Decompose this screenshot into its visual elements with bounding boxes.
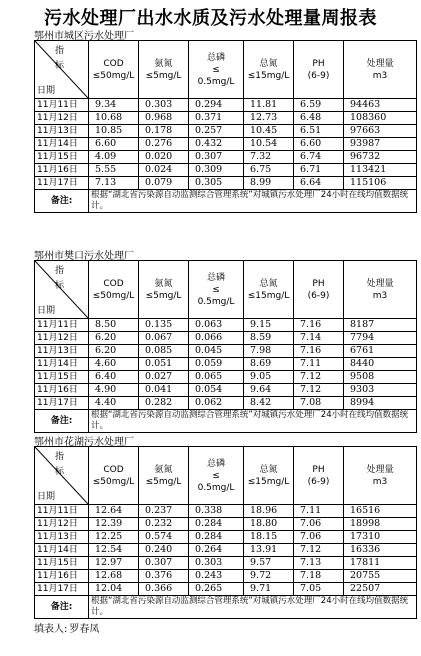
header-total-phosphorus: 总磷 ≤ 0.5mg/L bbox=[189, 261, 244, 319]
cell-tp: 0.294 bbox=[189, 99, 244, 112]
water-quality-table bbox=[34, 446, 417, 619]
header-row bbox=[35, 41, 417, 99]
form-filler bbox=[34, 620, 99, 635]
table-row bbox=[35, 112, 417, 125]
cell-tp: 0.066 bbox=[189, 332, 244, 345]
header-date-label: 日期 bbox=[37, 306, 56, 316]
cell-volume: 18998 bbox=[344, 518, 417, 531]
cell-tn: 7.32 bbox=[244, 151, 294, 164]
cell-ph: 7.12 bbox=[294, 384, 344, 397]
cell-tn: 18.96 bbox=[244, 505, 294, 518]
form-filler-name: 罗春凤 bbox=[69, 624, 100, 635]
header-total-nitrogen: 总氮 ≤15mg/L bbox=[244, 261, 294, 319]
cell-tp: 0.432 bbox=[189, 138, 244, 151]
plant-name: 鄂州市花湖污水处理厂 bbox=[34, 437, 134, 448]
header-date-label: 日期 bbox=[37, 492, 56, 502]
header-cod: COD ≤50mg/L bbox=[89, 447, 139, 505]
cell-date: 11月17日 bbox=[35, 583, 89, 596]
header-indicator-label: 指 标 bbox=[55, 266, 65, 291]
cell-nh3n: 0.276 bbox=[139, 138, 189, 151]
water-quality-table bbox=[34, 260, 417, 433]
header-total-nitrogen: 总氮 ≤15mg/L bbox=[244, 41, 294, 99]
cell-date: 11月12日 bbox=[35, 332, 89, 345]
cell-tp: 0.062 bbox=[189, 397, 244, 410]
cell-nh3n: 0.067 bbox=[139, 332, 189, 345]
cell-ph: 7.11 bbox=[294, 358, 344, 371]
table-row bbox=[35, 583, 417, 596]
cell-volume: 94463 bbox=[344, 99, 417, 112]
header-row bbox=[35, 261, 417, 319]
header-ph: PH (6-9) bbox=[294, 41, 344, 99]
cell-tp: 0.284 bbox=[189, 518, 244, 531]
note-row bbox=[35, 596, 417, 619]
header-total-nitrogen: 总氮 ≤15mg/L bbox=[244, 447, 294, 505]
plant-name: 鄂州市城区污水处理厂 bbox=[34, 31, 134, 42]
table-row bbox=[35, 99, 417, 112]
cell-nh3n: 0.282 bbox=[139, 397, 189, 410]
plant-name: 鄂州市樊口污水处理厂 bbox=[34, 251, 134, 262]
cell-ph: 6.59 bbox=[294, 99, 344, 112]
cell-tp: 0.045 bbox=[189, 345, 244, 358]
cell-nh3n: 0.027 bbox=[139, 371, 189, 384]
header-corner bbox=[35, 261, 89, 319]
cell-date: 11月15日 bbox=[35, 151, 89, 164]
cell-date: 11月11日 bbox=[35, 319, 89, 332]
table-row bbox=[35, 518, 417, 531]
cell-volume: 115106 bbox=[344, 177, 417, 190]
cell-date: 11月12日 bbox=[35, 518, 89, 531]
cell-ph: 6.71 bbox=[294, 164, 344, 177]
cell-nh3n: 0.085 bbox=[139, 345, 189, 358]
cell-cod: 12.97 bbox=[89, 557, 139, 570]
cell-date: 11月17日 bbox=[35, 397, 89, 410]
note-label: 备注: bbox=[35, 190, 89, 213]
note-label: 备注: bbox=[35, 596, 89, 619]
cell-cod: 12.64 bbox=[89, 505, 139, 518]
cell-ph: 7.16 bbox=[294, 345, 344, 358]
cell-tn: 9.57 bbox=[244, 557, 294, 570]
cell-tn: 8.59 bbox=[244, 332, 294, 345]
header-total-phosphorus: 总磷 ≤ 0.5mg/L bbox=[189, 41, 244, 99]
cell-ph: 7.14 bbox=[294, 332, 344, 345]
cell-ph: 7.16 bbox=[294, 319, 344, 332]
note-label: 备注: bbox=[35, 410, 89, 433]
cell-cod: 6.60 bbox=[89, 138, 139, 151]
header-cod: COD ≤50mg/L bbox=[89, 261, 139, 319]
cell-date: 11月11日 bbox=[35, 505, 89, 518]
cell-ph: 7.06 bbox=[294, 531, 344, 544]
cell-tp: 0.059 bbox=[189, 358, 244, 371]
cell-tp: 0.307 bbox=[189, 151, 244, 164]
header-indicator-label: 指 标 bbox=[55, 452, 65, 477]
cell-tp: 0.065 bbox=[189, 371, 244, 384]
cell-cod: 9.34 bbox=[89, 99, 139, 112]
cell-ph: 7.11 bbox=[294, 505, 344, 518]
cell-ph: 7.06 bbox=[294, 518, 344, 531]
cell-tn: 10.45 bbox=[244, 125, 294, 138]
cell-date: 11月14日 bbox=[35, 544, 89, 557]
cell-volume: 9303 bbox=[344, 384, 417, 397]
table-row bbox=[35, 570, 417, 583]
cell-tn: 13.91 bbox=[244, 544, 294, 557]
cell-volume: 20755 bbox=[344, 570, 417, 583]
cell-date: 11月15日 bbox=[35, 557, 89, 570]
cell-nh3n: 0.574 bbox=[139, 531, 189, 544]
cell-ph: 7.12 bbox=[294, 371, 344, 384]
cell-volume: 108360 bbox=[344, 112, 417, 125]
cell-tn: 9.05 bbox=[244, 371, 294, 384]
header-row bbox=[35, 447, 417, 505]
cell-volume: 113421 bbox=[344, 164, 417, 177]
cell-date: 11月13日 bbox=[35, 125, 89, 138]
note-text: 根据“湖北省污染源自动监测综合管理系统”对城镇污水处理厂24小时在线均值数据统计。 bbox=[89, 190, 417, 213]
cell-cod: 6.20 bbox=[89, 345, 139, 358]
cell-cod: 6.40 bbox=[89, 371, 139, 384]
cell-tp: 0.243 bbox=[189, 570, 244, 583]
cell-volume: 16516 bbox=[344, 505, 417, 518]
cell-cod: 4.09 bbox=[89, 151, 139, 164]
cell-ph: 7.05 bbox=[294, 583, 344, 596]
cell-volume: 16336 bbox=[344, 544, 417, 557]
cell-tn: 18.15 bbox=[244, 531, 294, 544]
water-quality-table bbox=[34, 40, 417, 213]
header-corner bbox=[35, 41, 89, 99]
cell-volume: 9508 bbox=[344, 371, 417, 384]
cell-volume: 97663 bbox=[344, 125, 417, 138]
cell-tp: 0.305 bbox=[189, 177, 244, 190]
cell-date: 11月16日 bbox=[35, 384, 89, 397]
cell-volume: 8994 bbox=[344, 397, 417, 410]
cell-nh3n: 0.024 bbox=[139, 164, 189, 177]
cell-tp: 0.265 bbox=[189, 583, 244, 596]
header-ph: PH (6-9) bbox=[294, 261, 344, 319]
cell-tp: 0.054 bbox=[189, 384, 244, 397]
cell-volume: 7794 bbox=[344, 332, 417, 345]
cell-nh3n: 0.237 bbox=[139, 505, 189, 518]
cell-nh3n: 0.051 bbox=[139, 358, 189, 371]
cell-nh3n: 0.968 bbox=[139, 112, 189, 125]
cell-tp: 0.338 bbox=[189, 505, 244, 518]
cell-tp: 0.284 bbox=[189, 531, 244, 544]
table-row bbox=[35, 358, 417, 371]
cell-nh3n: 0.232 bbox=[139, 518, 189, 531]
cell-tn: 9.15 bbox=[244, 319, 294, 332]
cell-volume: 17811 bbox=[344, 557, 417, 570]
cell-tn: 8.99 bbox=[244, 177, 294, 190]
table-row bbox=[35, 397, 417, 410]
header-treatment-volume: 处理量 m3 bbox=[344, 447, 417, 505]
header-date-label: 日期 bbox=[37, 86, 56, 96]
cell-cod: 12.39 bbox=[89, 518, 139, 531]
cell-tp: 0.264 bbox=[189, 544, 244, 557]
cell-tp: 0.309 bbox=[189, 164, 244, 177]
cell-date: 11月16日 bbox=[35, 570, 89, 583]
cell-tn: 10.54 bbox=[244, 138, 294, 151]
cell-cod: 8.50 bbox=[89, 319, 139, 332]
header-cod: COD ≤50mg/L bbox=[89, 41, 139, 99]
cell-cod: 4.40 bbox=[89, 397, 139, 410]
cell-tn: 9.64 bbox=[244, 384, 294, 397]
cell-date: 11月16日 bbox=[35, 164, 89, 177]
cell-cod: 10.85 bbox=[89, 125, 139, 138]
cell-nh3n: 0.376 bbox=[139, 570, 189, 583]
cell-volume: 22507 bbox=[344, 583, 417, 596]
cell-tn: 12.73 bbox=[244, 112, 294, 125]
cell-ph: 6.51 bbox=[294, 125, 344, 138]
cell-nh3n: 0.307 bbox=[139, 557, 189, 570]
cell-ph: 7.12 bbox=[294, 544, 344, 557]
table-row bbox=[35, 505, 417, 518]
cell-ph: 6.64 bbox=[294, 177, 344, 190]
cell-volume: 96732 bbox=[344, 151, 417, 164]
cell-cod: 6.20 bbox=[89, 332, 139, 345]
cell-tp: 0.257 bbox=[189, 125, 244, 138]
table-row bbox=[35, 557, 417, 570]
table-row bbox=[35, 125, 417, 138]
cell-volume: 93987 bbox=[344, 138, 417, 151]
table-row bbox=[35, 384, 417, 397]
header-ammonia-nitrogen: 氨氮 ≤5mg/L bbox=[139, 261, 189, 319]
table-row bbox=[35, 345, 417, 358]
cell-cod: 5.55 bbox=[89, 164, 139, 177]
cell-date: 11月14日 bbox=[35, 358, 89, 371]
cell-nh3n: 0.079 bbox=[139, 177, 189, 190]
cell-tn: 6.75 bbox=[244, 164, 294, 177]
cell-nh3n: 0.366 bbox=[139, 583, 189, 596]
report-title: 污水处理厂出水水质及污水处理量周报表 bbox=[44, 8, 377, 29]
header-corner bbox=[35, 447, 89, 505]
cell-nh3n: 0.041 bbox=[139, 384, 189, 397]
cell-date: 11月14日 bbox=[35, 138, 89, 151]
note-text: 根据“湖北省污染源自动监测综合管理系统”对城镇污水处理厂24小时在线均值数据统计。 bbox=[89, 410, 417, 433]
cell-ph: 6.60 bbox=[294, 138, 344, 151]
table-row bbox=[35, 544, 417, 557]
cell-volume: 17310 bbox=[344, 531, 417, 544]
cell-ph: 7.08 bbox=[294, 397, 344, 410]
cell-date: 11月11日 bbox=[35, 99, 89, 112]
table-row bbox=[35, 164, 417, 177]
header-ammonia-nitrogen: 氨氮 ≤5mg/L bbox=[139, 447, 189, 505]
table-row bbox=[35, 138, 417, 151]
note-text: 根据“湖北省污染源自动监测综合管理系统”对城镇污水处理厂24小时在线均值数据统计。 bbox=[89, 596, 417, 619]
header-treatment-volume: 处理量 m3 bbox=[344, 41, 417, 99]
cell-date: 11月15日 bbox=[35, 371, 89, 384]
cell-cod: 12.54 bbox=[89, 544, 139, 557]
header-total-phosphorus: 总磷 ≤ 0.5mg/L bbox=[189, 447, 244, 505]
cell-cod: 12.04 bbox=[89, 583, 139, 596]
cell-date: 11月17日 bbox=[35, 177, 89, 190]
cell-date: 11月12日 bbox=[35, 112, 89, 125]
cell-date: 11月13日 bbox=[35, 345, 89, 358]
cell-volume: 6761 bbox=[344, 345, 417, 358]
cell-volume: 8440 bbox=[344, 358, 417, 371]
cell-cod: 10.68 bbox=[89, 112, 139, 125]
cell-tp: 0.303 bbox=[189, 557, 244, 570]
cell-cod: 4.60 bbox=[89, 358, 139, 371]
cell-volume: 8187 bbox=[344, 319, 417, 332]
table-row bbox=[35, 177, 417, 190]
cell-tn: 9.71 bbox=[244, 583, 294, 596]
table-row bbox=[35, 151, 417, 164]
cell-tn: 9.72 bbox=[244, 570, 294, 583]
cell-cod: 12.68 bbox=[89, 570, 139, 583]
cell-nh3n: 0.020 bbox=[139, 151, 189, 164]
cell-nh3n: 0.178 bbox=[139, 125, 189, 138]
cell-tn: 18.80 bbox=[244, 518, 294, 531]
table-row bbox=[35, 371, 417, 384]
cell-ph: 6.74 bbox=[294, 151, 344, 164]
note-row bbox=[35, 190, 417, 213]
cell-cod: 12.25 bbox=[89, 531, 139, 544]
cell-ph: 7.13 bbox=[294, 557, 344, 570]
cell-tn: 11.81 bbox=[244, 99, 294, 112]
cell-nh3n: 0.135 bbox=[139, 319, 189, 332]
header-indicator-label: 指 标 bbox=[55, 46, 65, 71]
header-ammonia-nitrogen: 氨氮 ≤5mg/L bbox=[139, 41, 189, 99]
table-row bbox=[35, 531, 417, 544]
cell-nh3n: 0.303 bbox=[139, 99, 189, 112]
cell-tn: 8.42 bbox=[244, 397, 294, 410]
cell-tn: 7.98 bbox=[244, 345, 294, 358]
form-filler-label: 填表人: bbox=[34, 624, 68, 635]
cell-date: 11月13日 bbox=[35, 531, 89, 544]
cell-nh3n: 0.240 bbox=[139, 544, 189, 557]
cell-ph: 7.18 bbox=[294, 570, 344, 583]
cell-tp: 0.371 bbox=[189, 112, 244, 125]
note-row bbox=[35, 410, 417, 433]
header-treatment-volume: 处理量 m3 bbox=[344, 261, 417, 319]
cell-tp: 0.063 bbox=[189, 319, 244, 332]
table-row bbox=[35, 319, 417, 332]
header-ph: PH (6-9) bbox=[294, 447, 344, 505]
cell-cod: 4.90 bbox=[89, 384, 139, 397]
table-row bbox=[35, 332, 417, 345]
cell-tn: 8.69 bbox=[244, 358, 294, 371]
cell-ph: 6.48 bbox=[294, 112, 344, 125]
cell-cod: 7.13 bbox=[89, 177, 139, 190]
